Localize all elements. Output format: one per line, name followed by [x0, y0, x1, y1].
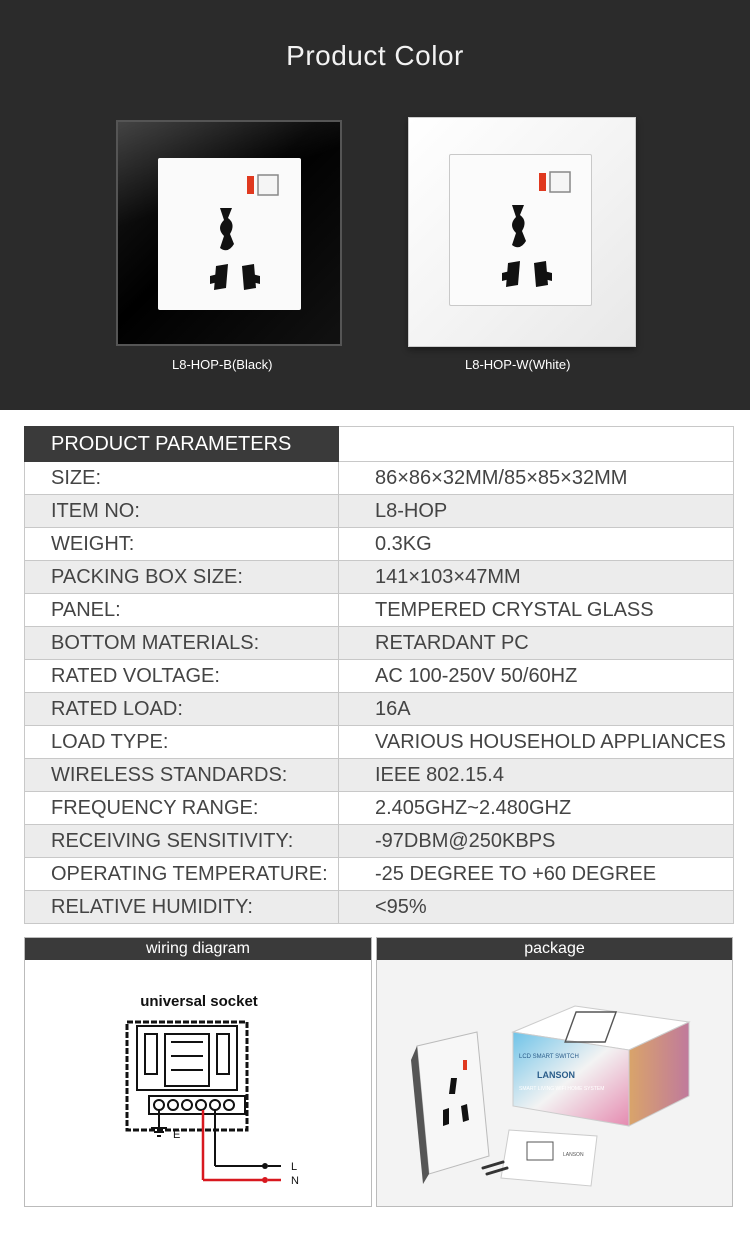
socket-insert	[158, 158, 301, 310]
param-name: PACKING BOX SIZE:	[25, 561, 339, 594]
table-header-empty	[339, 427, 734, 462]
table-row	[25, 660, 734, 693]
manual-brand: LANSON	[563, 1152, 584, 1158]
box-text: LCD SMART SWITCH	[519, 1054, 579, 1060]
table-row	[25, 462, 734, 495]
table-row	[25, 726, 734, 759]
wiring-diagram-header: wiring diagram	[25, 938, 371, 960]
param-name: WIRELESS STANDARDS:	[25, 759, 339, 792]
box-brand: LANSON	[537, 1070, 575, 1080]
param-name: RATED VOLTAGE:	[25, 660, 339, 693]
param-name: RECEIVING SENSITIVITY:	[25, 825, 339, 858]
param-name: RATED LOAD:	[25, 693, 339, 726]
table-row	[25, 825, 734, 858]
param-value: 141×103×47MM	[339, 561, 734, 594]
param-value: AC 100-250V 50/60HZ	[339, 660, 734, 693]
neutral-label: N	[291, 1175, 299, 1187]
table-row	[25, 594, 734, 627]
product-color-title: Product Color	[286, 40, 464, 71]
param-value: -25 DEGREE TO +60 DEGREE	[339, 858, 734, 891]
param-value: 0.3KG	[339, 528, 734, 561]
live-label: L	[291, 1161, 298, 1173]
param-value: 16A	[339, 693, 734, 726]
table-row	[25, 561, 734, 594]
table-row	[25, 693, 734, 726]
param-value: -97DBM@250KBPS	[339, 825, 734, 858]
universal-socket-icon	[158, 158, 301, 310]
universal-socket-icon	[450, 155, 593, 307]
socket-insert	[449, 154, 592, 306]
package-illustration	[377, 960, 734, 1208]
param-value: VARIOUS HOUSEHOLD APPLIANCES	[339, 726, 734, 759]
earth-label: E	[173, 1129, 181, 1141]
box-subtext: SMART LIVING WIFI HOME SYSTEM	[519, 1086, 605, 1092]
table-row	[25, 891, 734, 924]
param-value: TEMPERED CRYSTAL GLASS	[339, 594, 734, 627]
param-name: LOAD TYPE:	[25, 726, 339, 759]
product-color-section	[0, 0, 750, 410]
wiring-diagram-panel	[24, 937, 372, 1207]
param-name: ITEM NO:	[25, 495, 339, 528]
rocker-switch	[258, 175, 278, 195]
indicator-light	[539, 173, 546, 191]
param-name: FREQUENCY RANGE:	[25, 792, 339, 825]
param-value: <95%	[339, 891, 734, 924]
param-name: RELATIVE HUMIDITY:	[25, 891, 339, 924]
wiring-schematic-icon	[25, 960, 373, 1208]
table-row	[25, 759, 734, 792]
param-value: RETARDANT PC	[339, 627, 734, 660]
param-name: OPERATING TEMPERATURE:	[25, 858, 339, 891]
table-row	[25, 627, 734, 660]
table-row	[25, 858, 734, 891]
variant-label-white: L8-HOP-W(White)	[465, 357, 571, 372]
wiring-caption: universal socket	[140, 993, 258, 1010]
rocker-switch	[550, 172, 570, 192]
param-name: WEIGHT:	[25, 528, 339, 561]
table-header-row	[25, 427, 734, 462]
param-value: 86×86×32MM/85×85×32MM	[339, 462, 734, 495]
variant-label-black: L8-HOP-B(Black)	[172, 357, 273, 372]
param-value: L8-HOP	[339, 495, 734, 528]
black-socket-panel	[116, 120, 342, 346]
param-name: BOTTOM MATERIALS:	[25, 627, 339, 660]
param-value: IEEE 802.15.4	[339, 759, 734, 792]
table-row	[25, 528, 734, 561]
param-name: SIZE:	[25, 462, 339, 495]
package-header: package	[377, 938, 732, 960]
package-panel	[376, 937, 733, 1207]
param-value: 2.405GHZ~2.480GHZ	[339, 792, 734, 825]
param-name: PANEL:	[25, 594, 339, 627]
indicator-light	[247, 176, 254, 194]
table-title: PRODUCT PARAMETERS	[25, 427, 339, 462]
product-parameters-table	[24, 426, 734, 924]
table-row	[25, 495, 734, 528]
white-socket-panel	[408, 117, 636, 347]
table-row	[25, 792, 734, 825]
